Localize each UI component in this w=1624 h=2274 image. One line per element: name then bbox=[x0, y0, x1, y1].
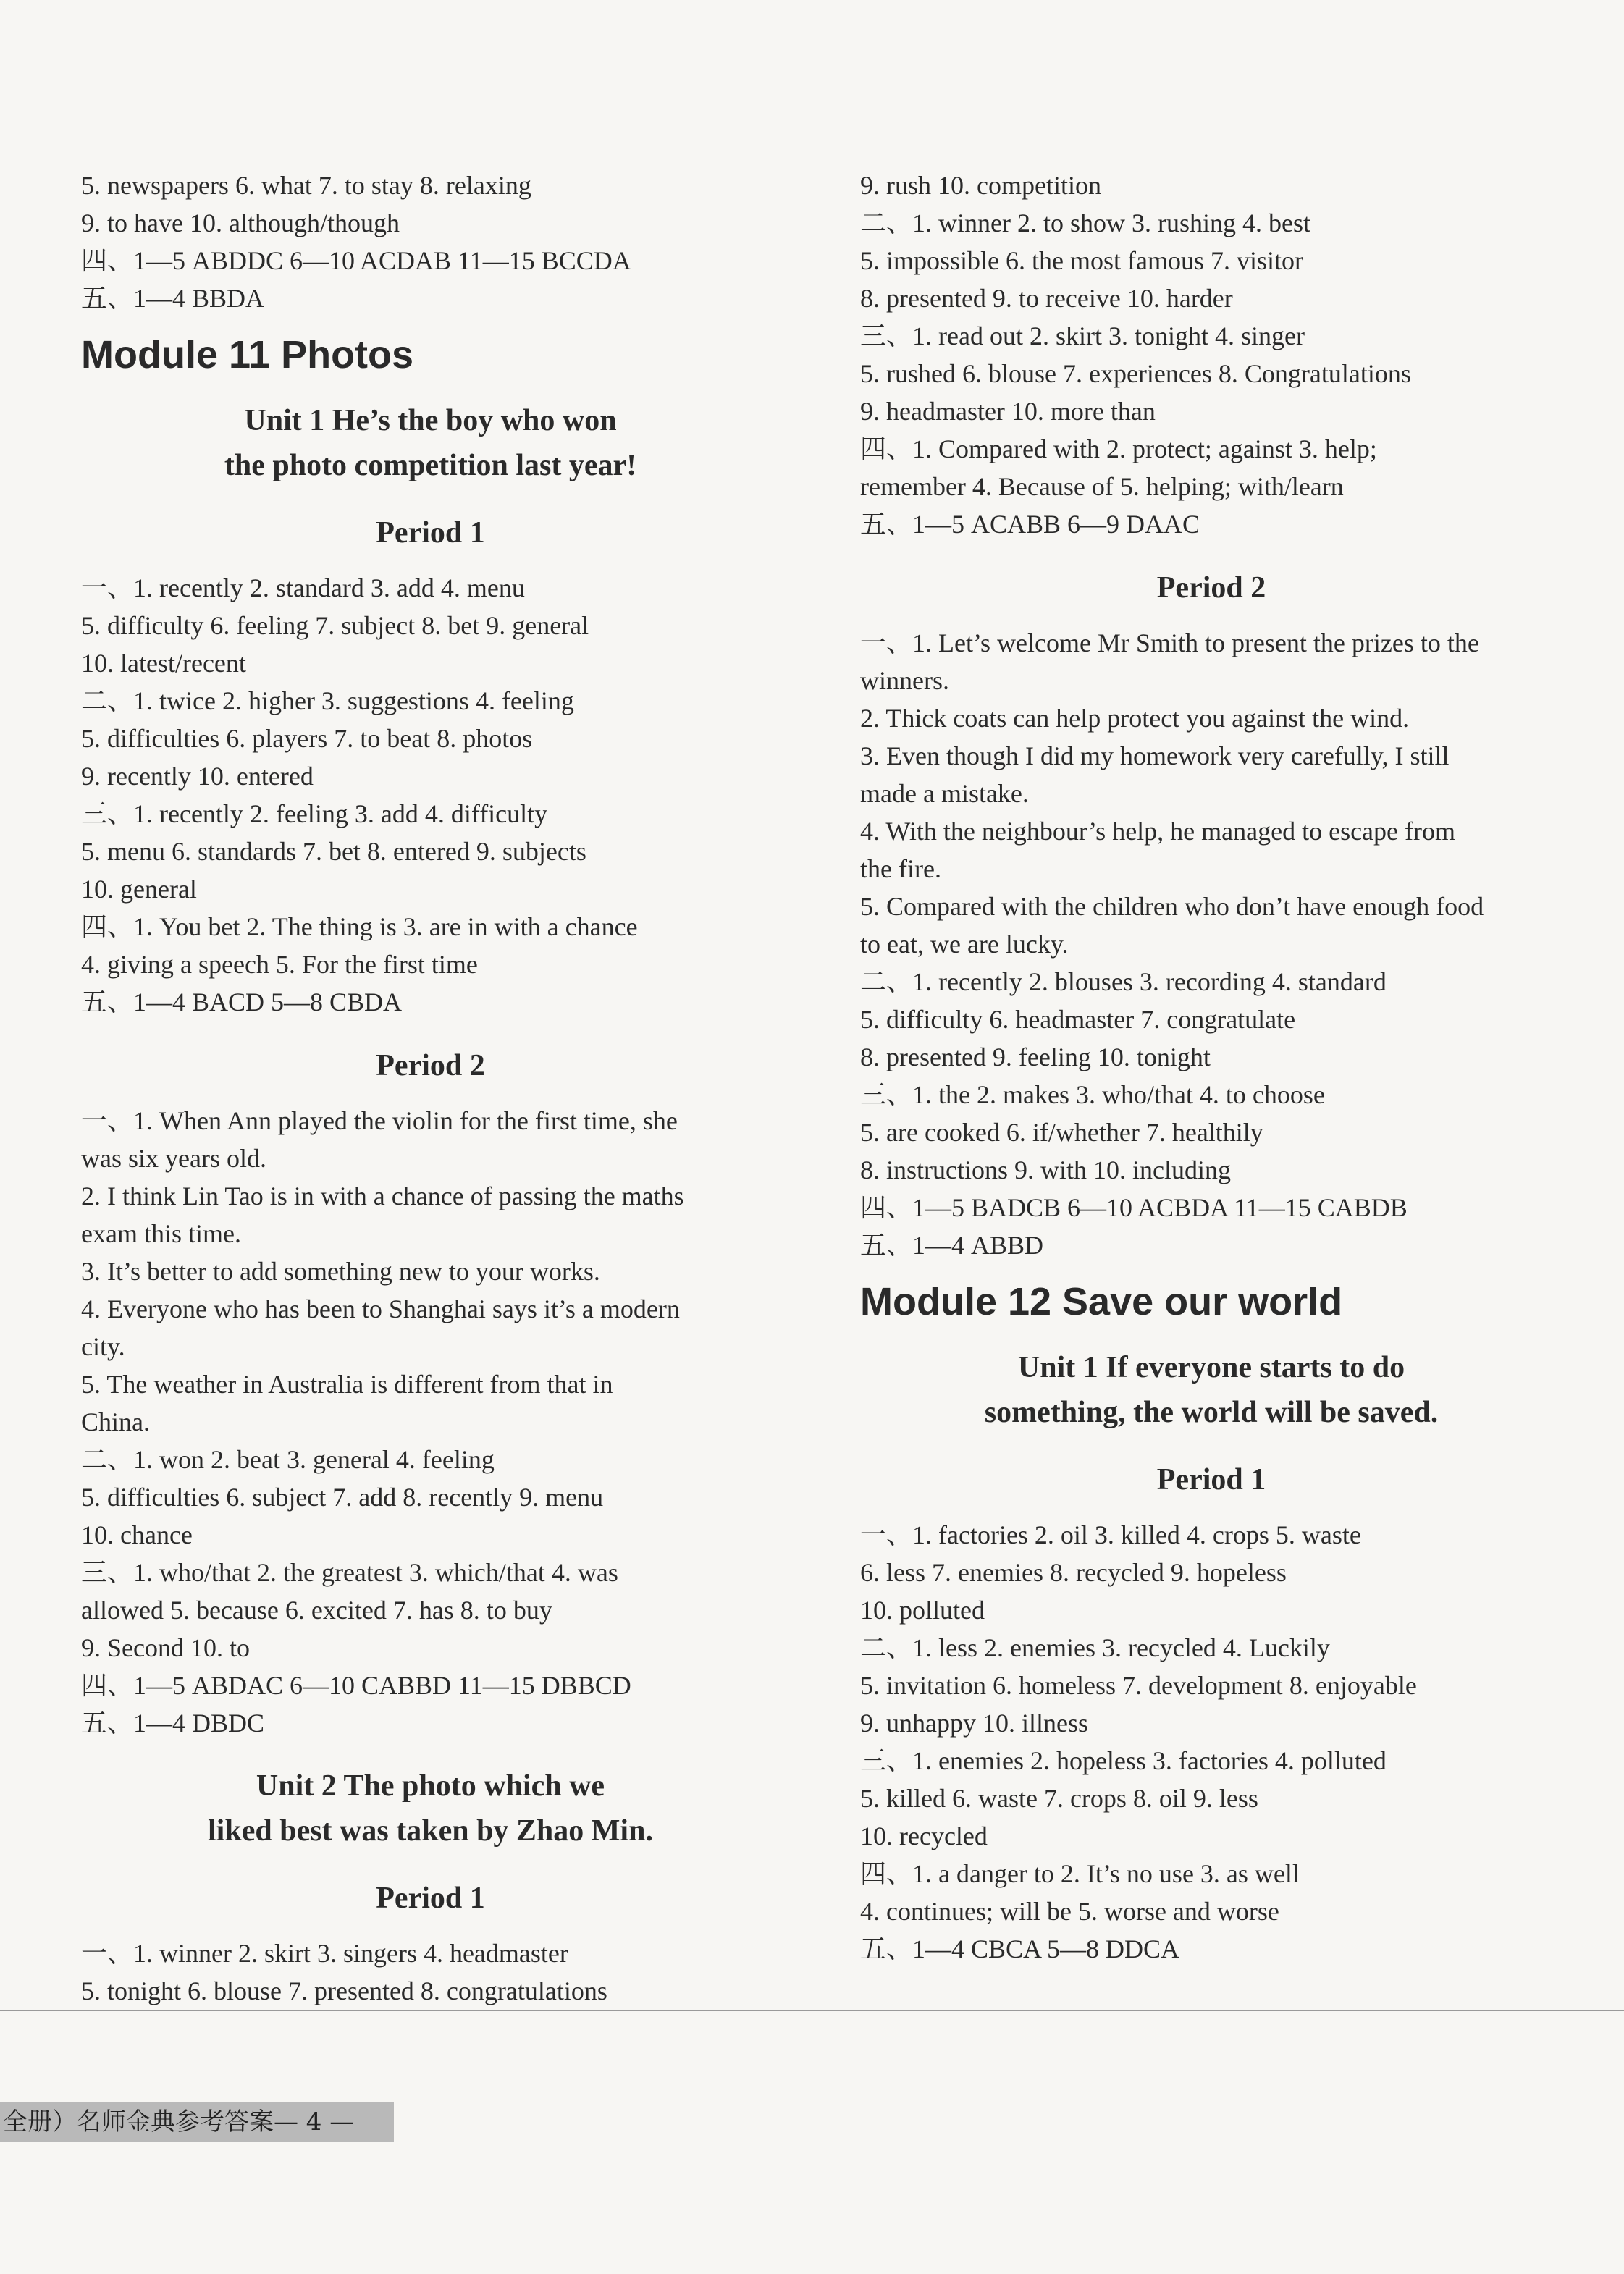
m11-u2-period2-answers bbox=[860, 624, 1562, 1264]
answer-line: 2. I think Lin Tao is in with a chance of passing the maths bbox=[81, 1182, 684, 1210]
m11-u1-period2-answers bbox=[81, 1102, 780, 1742]
right-column bbox=[860, 167, 1562, 1968]
answer-line: 8. presented 9. to receive 10. harder bbox=[860, 284, 1233, 313]
answer-line: 五、1—4 BBDA bbox=[81, 284, 265, 313]
answer-line: 四、1—5 BADCB 6—10 ACBDA 11—15 CABDB bbox=[860, 1193, 1408, 1222]
m11-u1-period1-answers bbox=[81, 569, 780, 1021]
m12-unit1-title: Unit 1 If everyone starts to do something, the world will be saved. bbox=[984, 1351, 1439, 1429]
answer-line: 8. presented 9. feeling 10. tonight bbox=[860, 1043, 1211, 1071]
answer-line: 4. With the neighbour’s help, he managed to escape from bbox=[860, 817, 1455, 846]
answer-line: made a mistake. bbox=[860, 779, 1029, 808]
answer-line: 一、1. winner 2. skirt 3. singers 4. headmaster bbox=[81, 1939, 568, 1968]
module-11-title: Module 11 Photos bbox=[81, 333, 414, 376]
m11-u2-period1-answers bbox=[81, 1934, 780, 2010]
answer-line: 10. general bbox=[81, 875, 197, 904]
answer-line: 三、1. recently 2. feeling 3. add 4. difficulty bbox=[81, 799, 548, 828]
answer-line: 6. less 7. enemies 8. recycled 9. hopeless bbox=[860, 1558, 1287, 1587]
answers-block-continued bbox=[81, 167, 780, 317]
answer-line: allowed 5. because 6. excited 7. has 8. to buy bbox=[81, 1596, 552, 1625]
answer-line: 一、1. recently 2. standard 3. add 4. menu bbox=[81, 573, 525, 602]
answer-line: 2. Thick coats can help protect you against the wind. bbox=[860, 704, 1410, 733]
answer-line: 五、1—4 CBCA 5—8 DDCA bbox=[860, 1934, 1180, 1963]
answer-line: 二、1. recently 2. blouses 3. recording 4. standard bbox=[860, 967, 1387, 996]
answer-line: 三、1. read out 2. skirt 3. tonight 4. singer bbox=[860, 321, 1305, 350]
answer-line: 5. rushed 6. blouse 7. experiences 8. Congratulations bbox=[860, 359, 1411, 388]
answer-line: 二、1. winner 2. to show 3. rushing 4. best bbox=[860, 209, 1310, 237]
answer-line: 9. to have 10. although/though bbox=[81, 209, 400, 237]
answer-line: 8. instructions 9. with 10. including bbox=[860, 1155, 1231, 1184]
answer-line: 5. invitation 6. homeless 7. development 8. enjoyable bbox=[860, 1671, 1417, 1700]
answer-line: was six years old. bbox=[81, 1144, 266, 1173]
answer-line: 10. polluted bbox=[860, 1596, 985, 1625]
m11-unit2-title: Unit 2 The photo which we liked best was taken by Zhao Min. bbox=[208, 1769, 653, 1848]
answer-line: remember 4. Because of 5. helping; with/learn bbox=[860, 472, 1344, 501]
answer-line: 四、1. a danger to 2. It’s no use 3. as well bbox=[860, 1859, 1300, 1888]
answer-line: 5. Compared with the children who don’t have enough food bbox=[860, 892, 1484, 921]
answer-line: winners. bbox=[860, 666, 949, 695]
answer-line: 四、1. You bet 2. The thing is 3. are in with a chance bbox=[81, 912, 638, 941]
answer-line: 五、1—5 ACABB 6—9 DAAC bbox=[860, 510, 1200, 539]
answer-line: 5. impossible 6. the most famous 7. visitor bbox=[860, 246, 1303, 275]
m11-u2-period1-answers-continued bbox=[860, 167, 1562, 543]
answer-line: 四、1—5 ABDAC 6—10 CABBD 11—15 DBBCD bbox=[81, 1671, 631, 1700]
m11-u1-period1-title: Period 1 bbox=[376, 516, 485, 549]
answer-line: 4. giving a speech 5. For the first time bbox=[81, 950, 478, 979]
m11-u2-period1-title: Period 1 bbox=[376, 1882, 485, 1915]
answer-line: 5. menu 6. standards 7. bet 8. entered 9. subjects bbox=[81, 837, 586, 866]
answer-line: 五、1—4 DBDC bbox=[81, 1709, 265, 1738]
answer-line: 二、1. won 2. beat 3. general 4. feeling bbox=[81, 1445, 495, 1474]
answer-line: 4. Everyone who has been to Shanghai says it’s a modern bbox=[81, 1294, 680, 1323]
answer-line: 一、1. factories 2. oil 3. killed 4. crops 5. waste bbox=[860, 1520, 1361, 1549]
answer-line: 9. recently 10. entered bbox=[81, 762, 314, 791]
answer-line: 10. chance bbox=[81, 1520, 193, 1549]
answer-line: 一、1. When Ann played the violin for the first time, she bbox=[81, 1106, 678, 1135]
left-column bbox=[81, 167, 780, 2010]
answer-line: 三、1. enemies 2. hopeless 3. factories 4. polluted bbox=[860, 1746, 1387, 1775]
answer-line: 四、1. Compared with 2. protect; against 3. help; bbox=[860, 434, 1377, 463]
answer-line: 五、1—4 BACD 5—8 CBDA bbox=[81, 987, 403, 1016]
answer-line: 4. continues; will be 5. worse and worse bbox=[860, 1897, 1279, 1926]
answer-line: 9. rush 10. competition bbox=[860, 171, 1101, 200]
answer-line: 5. killed 6. waste 7. crops 8. oil 9. less bbox=[860, 1784, 1258, 1813]
answer-line: 5. difficulty 6. headmaster 7. congratulate bbox=[860, 1005, 1296, 1034]
answer-line: 二、1. less 2. enemies 3. recycled 4. Luckily bbox=[860, 1633, 1330, 1662]
answer-line: 5. are cooked 6. if/whether 7. healthily bbox=[860, 1118, 1263, 1147]
answer-line: 5. difficulties 6. players 7. to beat 8. photos bbox=[81, 724, 533, 753]
answer-line: 五、1—4 ABBD bbox=[860, 1231, 1044, 1260]
answer-line: 9. unhappy 10. illness bbox=[860, 1709, 1088, 1738]
page-footer: 全册）名师金典参考答案— 4 — bbox=[0, 2102, 394, 2142]
answer-line: 10. recycled bbox=[860, 1822, 988, 1850]
module-12-title: Module 12 Save our world bbox=[860, 1280, 1343, 1323]
m11-u1-period2-title: Period 2 bbox=[376, 1049, 485, 1082]
answer-line: city. bbox=[81, 1332, 125, 1361]
answer-line: exam this time. bbox=[81, 1219, 241, 1248]
answer-line: 5. The weather in Australia is different from that in bbox=[81, 1370, 613, 1399]
answer-line: 三、1. the 2. makes 3. who/that 4. to choose bbox=[860, 1080, 1325, 1109]
answer-line: 10. latest/recent bbox=[81, 649, 246, 678]
answer-line: 5. newspapers 6. what 7. to stay 8. relaxing bbox=[81, 171, 531, 200]
footer-rule bbox=[0, 2010, 1624, 2011]
answer-line: 3. Even though I did my homework very carefully, I still bbox=[860, 741, 1450, 770]
m11-unit1-title: Unit 1 He’s the boy who won the photo competition last year! bbox=[224, 404, 637, 482]
answer-line: 9. Second 10. to bbox=[81, 1633, 250, 1662]
answer-line: 9. headmaster 10. more than bbox=[860, 397, 1156, 426]
answer-line: 三、1. who/that 2. the greatest 3. which/that 4. was bbox=[81, 1558, 618, 1587]
answer-line: 二、1. twice 2. higher 3. suggestions 4. feeling bbox=[81, 686, 574, 715]
answer-line: 一、1. Let’s welcome Mr Smith to present the prizes to the bbox=[860, 628, 1479, 657]
answer-line: China. bbox=[81, 1407, 150, 1436]
answer-line: to eat, we are lucky. bbox=[860, 930, 1069, 959]
answer-line: 四、1—5 ABDDC 6—10 ACDAB 11—15 BCCDA bbox=[81, 246, 631, 275]
answer-line: 3. It’s better to add something new to your works. bbox=[81, 1257, 600, 1286]
m11-u2-period2-title: Period 2 bbox=[1156, 571, 1266, 605]
m12-u1-period1-answers bbox=[860, 1516, 1562, 1968]
answer-line: 5. difficulty 6. feeling 7. subject 8. bet 9. general bbox=[81, 611, 589, 640]
answer-line: 5. difficulties 6. subject 7. add 8. recently 9. menu bbox=[81, 1483, 604, 1512]
m12-u1-period1-title: Period 1 bbox=[1156, 1463, 1266, 1496]
answer-line: the fire. bbox=[860, 854, 941, 883]
answer-line: 5. tonight 6. blouse 7. presented 8. congratulations bbox=[81, 1976, 607, 2005]
